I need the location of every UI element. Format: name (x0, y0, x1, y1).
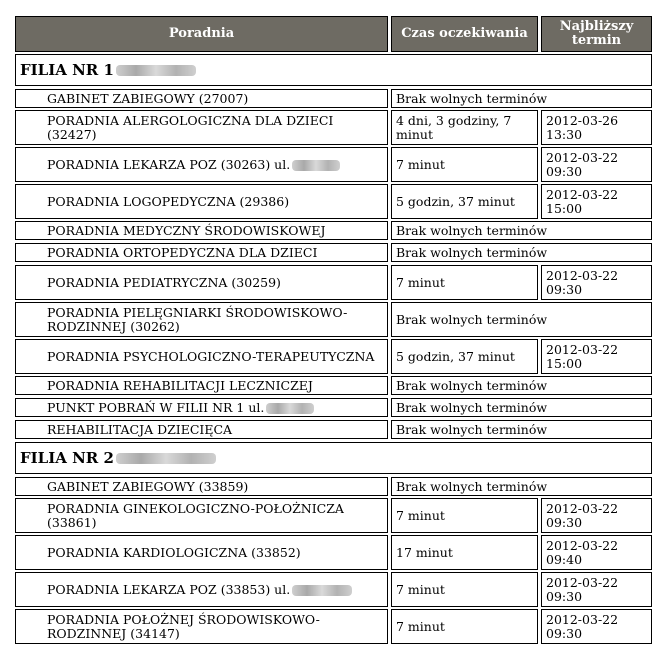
wait-time: Brak wolnych terminów (391, 89, 652, 108)
clinic-name[interactable] (15, 302, 388, 337)
clinic-name-text: REHABILITACJA DZIECIĘCA (47, 421, 233, 437)
next-appointment: 2012-03-22 09:30 (541, 498, 652, 533)
clinic-name[interactable] (15, 420, 388, 439)
clinic-name-text: PORADNIA ALERGOLOGICZNA DLA DZIECI (32427) (47, 112, 334, 142)
next-appointment: 2012-03-22 15:00 (541, 184, 652, 219)
header-next-appointment: Najbliższy termin (541, 16, 652, 52)
clinic-name[interactable] (15, 498, 388, 533)
table-row (14, 572, 654, 607)
clinic-name[interactable] (15, 147, 388, 182)
wait-time: 4 dni, 3 godziny, 7 minut (391, 110, 538, 145)
clinic-name[interactable] (15, 110, 388, 145)
redacted-address (116, 453, 216, 464)
next-appointment: 2012-03-22 15:00 (541, 339, 652, 374)
clinic-name-text: PORADNIA POŁOŻNEJ ŚRODOWISKOWO-RODZINNEJ (34147) (47, 611, 320, 641)
group-title (15, 54, 652, 86)
table-row (14, 89, 654, 108)
table-row (14, 302, 654, 337)
table-row (14, 535, 654, 570)
wait-time: Brak wolnych terminów (391, 477, 652, 496)
clinic-name-text: GABINET ZABIEGOWY (33859) (47, 478, 249, 494)
wait-time: 5 godzin, 37 minut (391, 339, 538, 374)
redacted-address (292, 160, 340, 171)
group-row (14, 54, 654, 86)
wait-time: Brak wolnych terminów (391, 221, 652, 240)
clinic-name[interactable] (15, 376, 388, 395)
clinic-name-text: PORADNIA KARDIOLOGICZNA (33852) (47, 544, 301, 560)
redacted-address (116, 65, 196, 76)
table-header-row (14, 16, 654, 52)
wait-time: Brak wolnych terminów (391, 420, 652, 439)
clinic-name[interactable] (15, 184, 388, 219)
table-row (14, 184, 654, 219)
wait-time: 7 minut (391, 265, 538, 300)
clinic-name[interactable] (15, 265, 388, 300)
table-row (14, 477, 654, 496)
clinic-name[interactable] (15, 398, 388, 417)
wait-time: 7 minut (391, 572, 538, 607)
table-row (14, 147, 654, 182)
clinic-name-text: GABINET ZABIEGOWY (27007) (47, 90, 249, 106)
group-title-text: FILIA NR 1 (20, 61, 114, 79)
clinic-name-text: PORADNIA PIELĘGNIARKI ŚRODOWISKOWO-RODZINNEJ (30262) (47, 304, 348, 334)
table-row (14, 110, 654, 145)
next-appointment: 2012-03-26 13:30 (541, 110, 652, 145)
table-row (14, 609, 654, 644)
wait-time: 17 minut (391, 535, 538, 570)
next-appointment: 2012-03-22 09:30 (541, 265, 652, 300)
group-row (14, 442, 654, 474)
table-row (14, 498, 654, 533)
table-row (14, 221, 654, 240)
clinic-name[interactable] (15, 535, 388, 570)
header-wait-time: Czas oczekiwania (391, 16, 538, 52)
clinic-name-text: PORADNIA PSYCHOLOGICZNO-TERAPEUTYCZNA (47, 348, 375, 364)
next-appointment: 2012-03-22 09:30 (541, 147, 652, 182)
clinic-name[interactable] (15, 477, 388, 496)
clinic-name-text: PORADNIA MEDYCZNY ŚRODOWISKOWEJ (47, 222, 326, 238)
clinic-name[interactable] (15, 339, 388, 374)
table-row (14, 243, 654, 262)
table-row (14, 420, 654, 439)
table-row (14, 398, 654, 417)
wait-time: 7 minut (391, 147, 538, 182)
clinic-name-text: PORADNIA LEKARZA POZ (33853) ul. (47, 583, 352, 597)
wait-time: Brak wolnych terminów (391, 398, 652, 417)
group-title-text: FILIA NR 2 (20, 449, 114, 467)
wait-time: 7 minut (391, 498, 538, 533)
table-row (14, 376, 654, 395)
table-row (14, 339, 654, 374)
next-appointment: 2012-03-22 09:40 (541, 535, 652, 570)
clinic-name-text: PORADNIA PEDIATRYCZNA (30259) (47, 274, 281, 290)
next-appointment: 2012-03-22 09:30 (541, 609, 652, 644)
wait-time: 7 minut (391, 609, 538, 644)
clinic-name[interactable] (15, 89, 388, 108)
header-clinic: Poradnia (15, 16, 388, 52)
clinic-name[interactable] (15, 572, 388, 607)
wait-time: Brak wolnych terminów (391, 302, 652, 337)
table-row (14, 265, 654, 300)
clinic-name-text: PORADNIA ORTOPEDYCZNA DLA DZIECI (47, 244, 318, 260)
clinic-name[interactable] (15, 609, 388, 644)
redacted-address (266, 403, 314, 414)
wait-time: 5 godzin, 37 minut (391, 184, 538, 219)
clinic-name-text: PORADNIA LEKARZA POZ (30263) ul. (47, 158, 340, 172)
clinic-name-text: PUNKT POBRAŃ W FILII NR 1 ul. (47, 401, 314, 415)
wait-time: Brak wolnych terminów (391, 243, 652, 262)
clinic-name-text: PORADNIA GINEKOLOGICZNO-POŁOŻNICZA (33861) (47, 500, 344, 530)
redacted-address (292, 585, 352, 596)
group-title (15, 442, 652, 474)
wait-time: Brak wolnych terminów (391, 376, 652, 395)
clinic-name-text: PORADNIA REHABILITACJI LECZNICZEJ (47, 377, 313, 393)
clinic-name-text: PORADNIA LOGOPEDYCZNA (29386) (47, 193, 290, 209)
next-appointment: 2012-03-22 09:30 (541, 572, 652, 607)
clinic-name[interactable] (15, 243, 388, 262)
clinic-name[interactable] (15, 221, 388, 240)
